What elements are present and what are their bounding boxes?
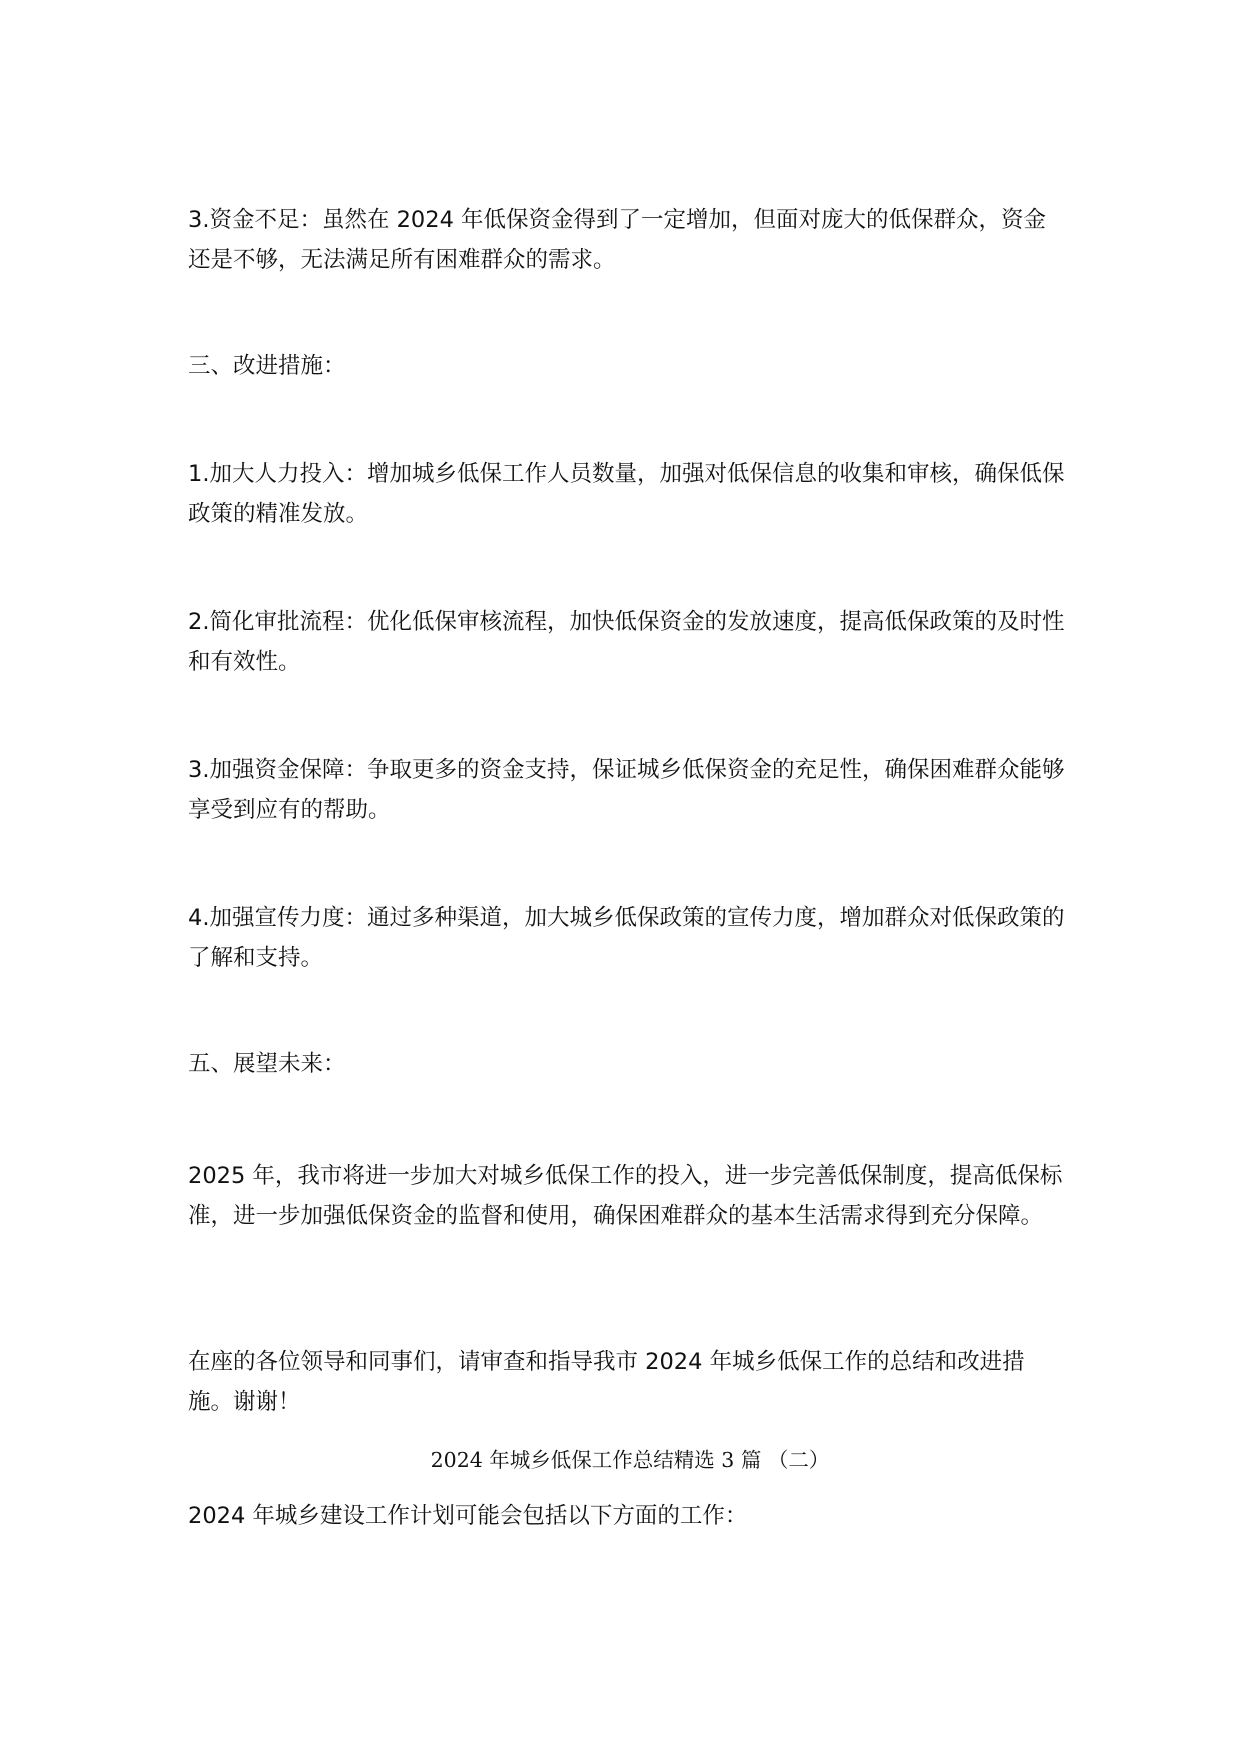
paragraph-funding-shortage: 3.资金不足：虽然在 2024 年低保资金得到了一定增加，但面对庞大的低保群众，资金还是不够，无法满足所有困难群众的需求。 xyxy=(188,207,1047,273)
document-subtitle: 2024 年城乡低保工作总结精选 3 篇 （二） xyxy=(430,1448,830,1472)
paragraph-publicity: 4.加强宣传力度：通过多种渠道，加大城乡低保政策的宣传力度，增加群众对低保政策的了解和支持。 xyxy=(188,905,1065,971)
paragraph-increase-manpower: 1.加大人力投入：增加城乡低保工作人员数量，加强对低保信息的收集和审核，确保低保政策的精准发放。 xyxy=(188,461,1065,527)
section-heading-improvements: 三、改进措施： xyxy=(188,353,346,379)
paragraph-funding-guarantee: 3.加强资金保障：争取更多的资金支持，保证城乡低保资金的充足性，确保困难群众能够享受到应有的帮助。 xyxy=(188,757,1065,823)
paragraph-closing: 在座的各位领导和同事们，请审查和指导我市 2024 年城乡低保工作的总结和改进措施。谢谢！ xyxy=(188,1349,1025,1415)
paragraph-future-plan: 2025 年，我市将进一步加大对城乡低保工作的投入，进一步完善低保制度，提高低保标准，进一步加强低保资金的监督和使用，确保困难群众的基本生活需求得到充分保障。 xyxy=(188,1163,1063,1229)
section-heading-outlook: 五、展望未来： xyxy=(188,1051,346,1077)
paragraph-construction-plan: 2024 年城乡建设工作计划可能会包括以下方面的工作： xyxy=(188,1503,748,1529)
paragraph-simplify-approval: 2.简化审批流程：优化低保审核流程，加快低保资金的发放速度，提高低保政策的及时性和有效性。 xyxy=(188,609,1065,675)
